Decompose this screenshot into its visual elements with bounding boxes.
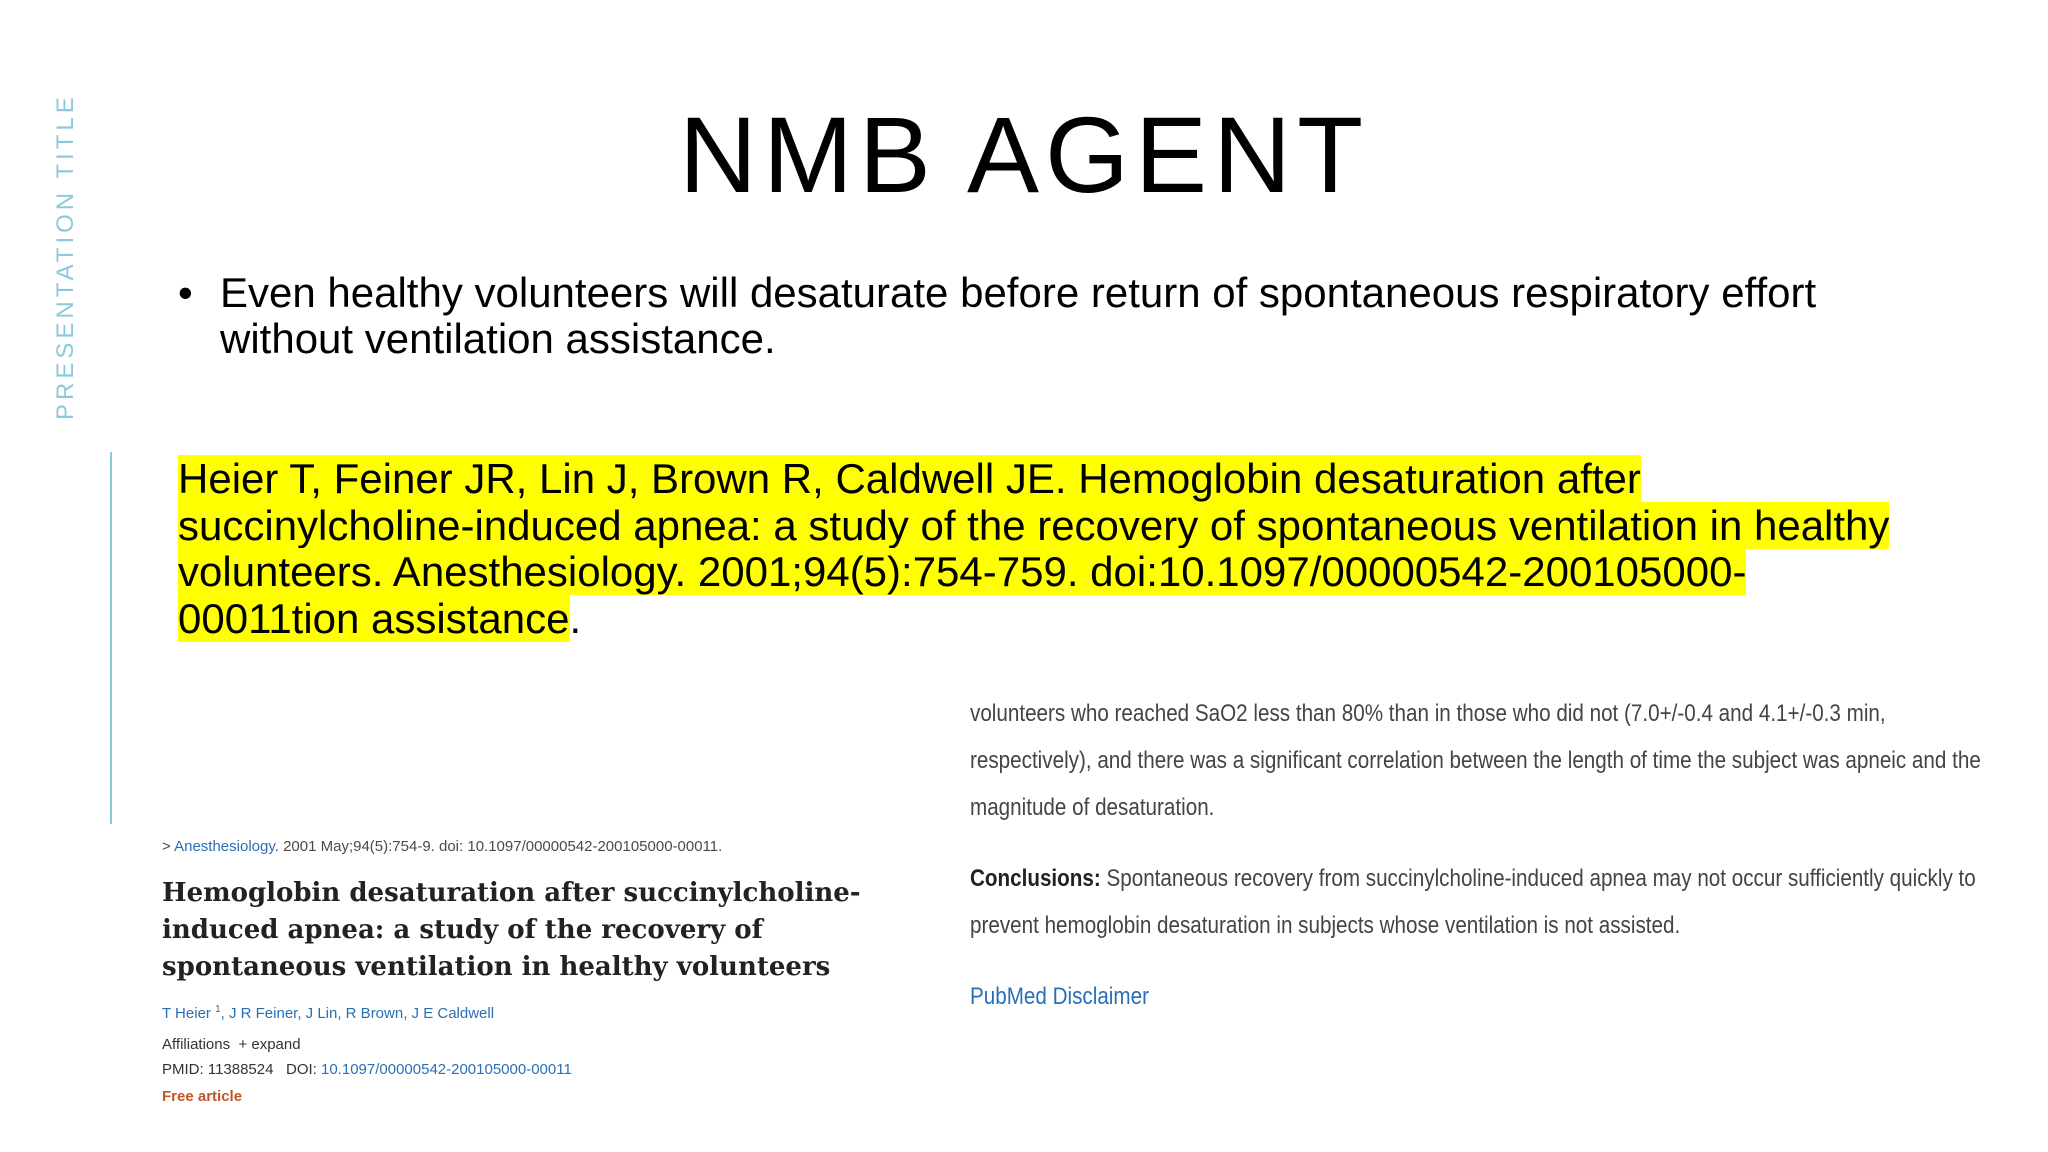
conclusions — [970, 855, 2002, 949]
conclusions-text: Spontaneous recovery from succinylcholine-induced apnea may not occur sufficiently quickly to prevent hemoglobin desaturation in subjects whose ventilation is not assisted. — [970, 865, 1976, 939]
authors-rest[interactable]: , J R Feiner, J Lin, R Brown, J E Caldwell — [220, 1005, 495, 1022]
expand-toggle[interactable]: + expand — [238, 1036, 301, 1053]
bullet-dot: • — [178, 269, 193, 316]
pubmed-abstract-screenshot — [970, 690, 2002, 1020]
doi-label: DOI: — [285, 1061, 317, 1078]
side-divider — [110, 452, 112, 824]
bullet-text: Even healthy volunteers will desaturate before return of spontaneous respiratory effort without ventilation assistance. — [220, 269, 1817, 362]
journal-ref-text: . 2001 May;94(5):754-9. doi: 10.1097/00000542-200105000-00011. — [274, 838, 723, 855]
author-link[interactable]: T Heier — [162, 1005, 211, 1022]
citation-highlighted: Heier T, Feiner JR, Lin J, Brown R, Caldwell JE. Hemoglobin desaturation after succinylcholine-induced apnea: a study of the recovery of spontaneous ventilation in healthy volunteers. Anesthesiology. 2001;94(5):754-759. doi:10.1097/00000542-200105000-00011tion assistance — [178, 455, 1890, 642]
results-text: volunteers who reached SaO2 less than 80% than in those who did not (7.0+/-0.4 and 4.1+/-0.3 min, respectively), and there was a significant correlation between the length of time the subject was apneic and the magnitude of desaturation. — [970, 700, 1981, 821]
journal-reference — [162, 838, 862, 855]
identifiers-row — [162, 1061, 862, 1078]
affiliations-label: Affiliations — [162, 1036, 231, 1053]
pmid: PMID: 11388524 — [162, 1061, 274, 1078]
bullet-item — [178, 270, 1898, 362]
presentation-title-label — [52, 93, 122, 420]
doi-link[interactable]: 10.1097/00000542-200105000-00011 — [321, 1061, 572, 1078]
pubmed-disclaimer-link[interactable]: PubMed Disclaimer — [970, 983, 1149, 1010]
citation — [178, 456, 1898, 642]
affiliations-row — [162, 1036, 862, 1053]
chevron-right-icon: > — [162, 838, 171, 855]
citation-tail: . — [569, 594, 582, 642]
free-article-badge: Free article — [162, 1088, 243, 1105]
pubmed-header-screenshot — [162, 838, 862, 1105]
article-title: Hemoglobin desaturation after succinylcholine-induced apnea: a study of the recovery of spontaneous ventilation in healthy volunteers — [162, 878, 861, 982]
slide-title: NMB AGENT — [678, 94, 1370, 215]
author-affiliation-marker: 1 — [215, 1004, 221, 1015]
conclusions-label: Conclusions: — [970, 865, 1101, 892]
author-list — [162, 1004, 862, 1022]
side-label-text: PRESENTATION TITLE — [52, 93, 79, 420]
journal-link[interactable]: Anesthesiology — [174, 838, 275, 855]
